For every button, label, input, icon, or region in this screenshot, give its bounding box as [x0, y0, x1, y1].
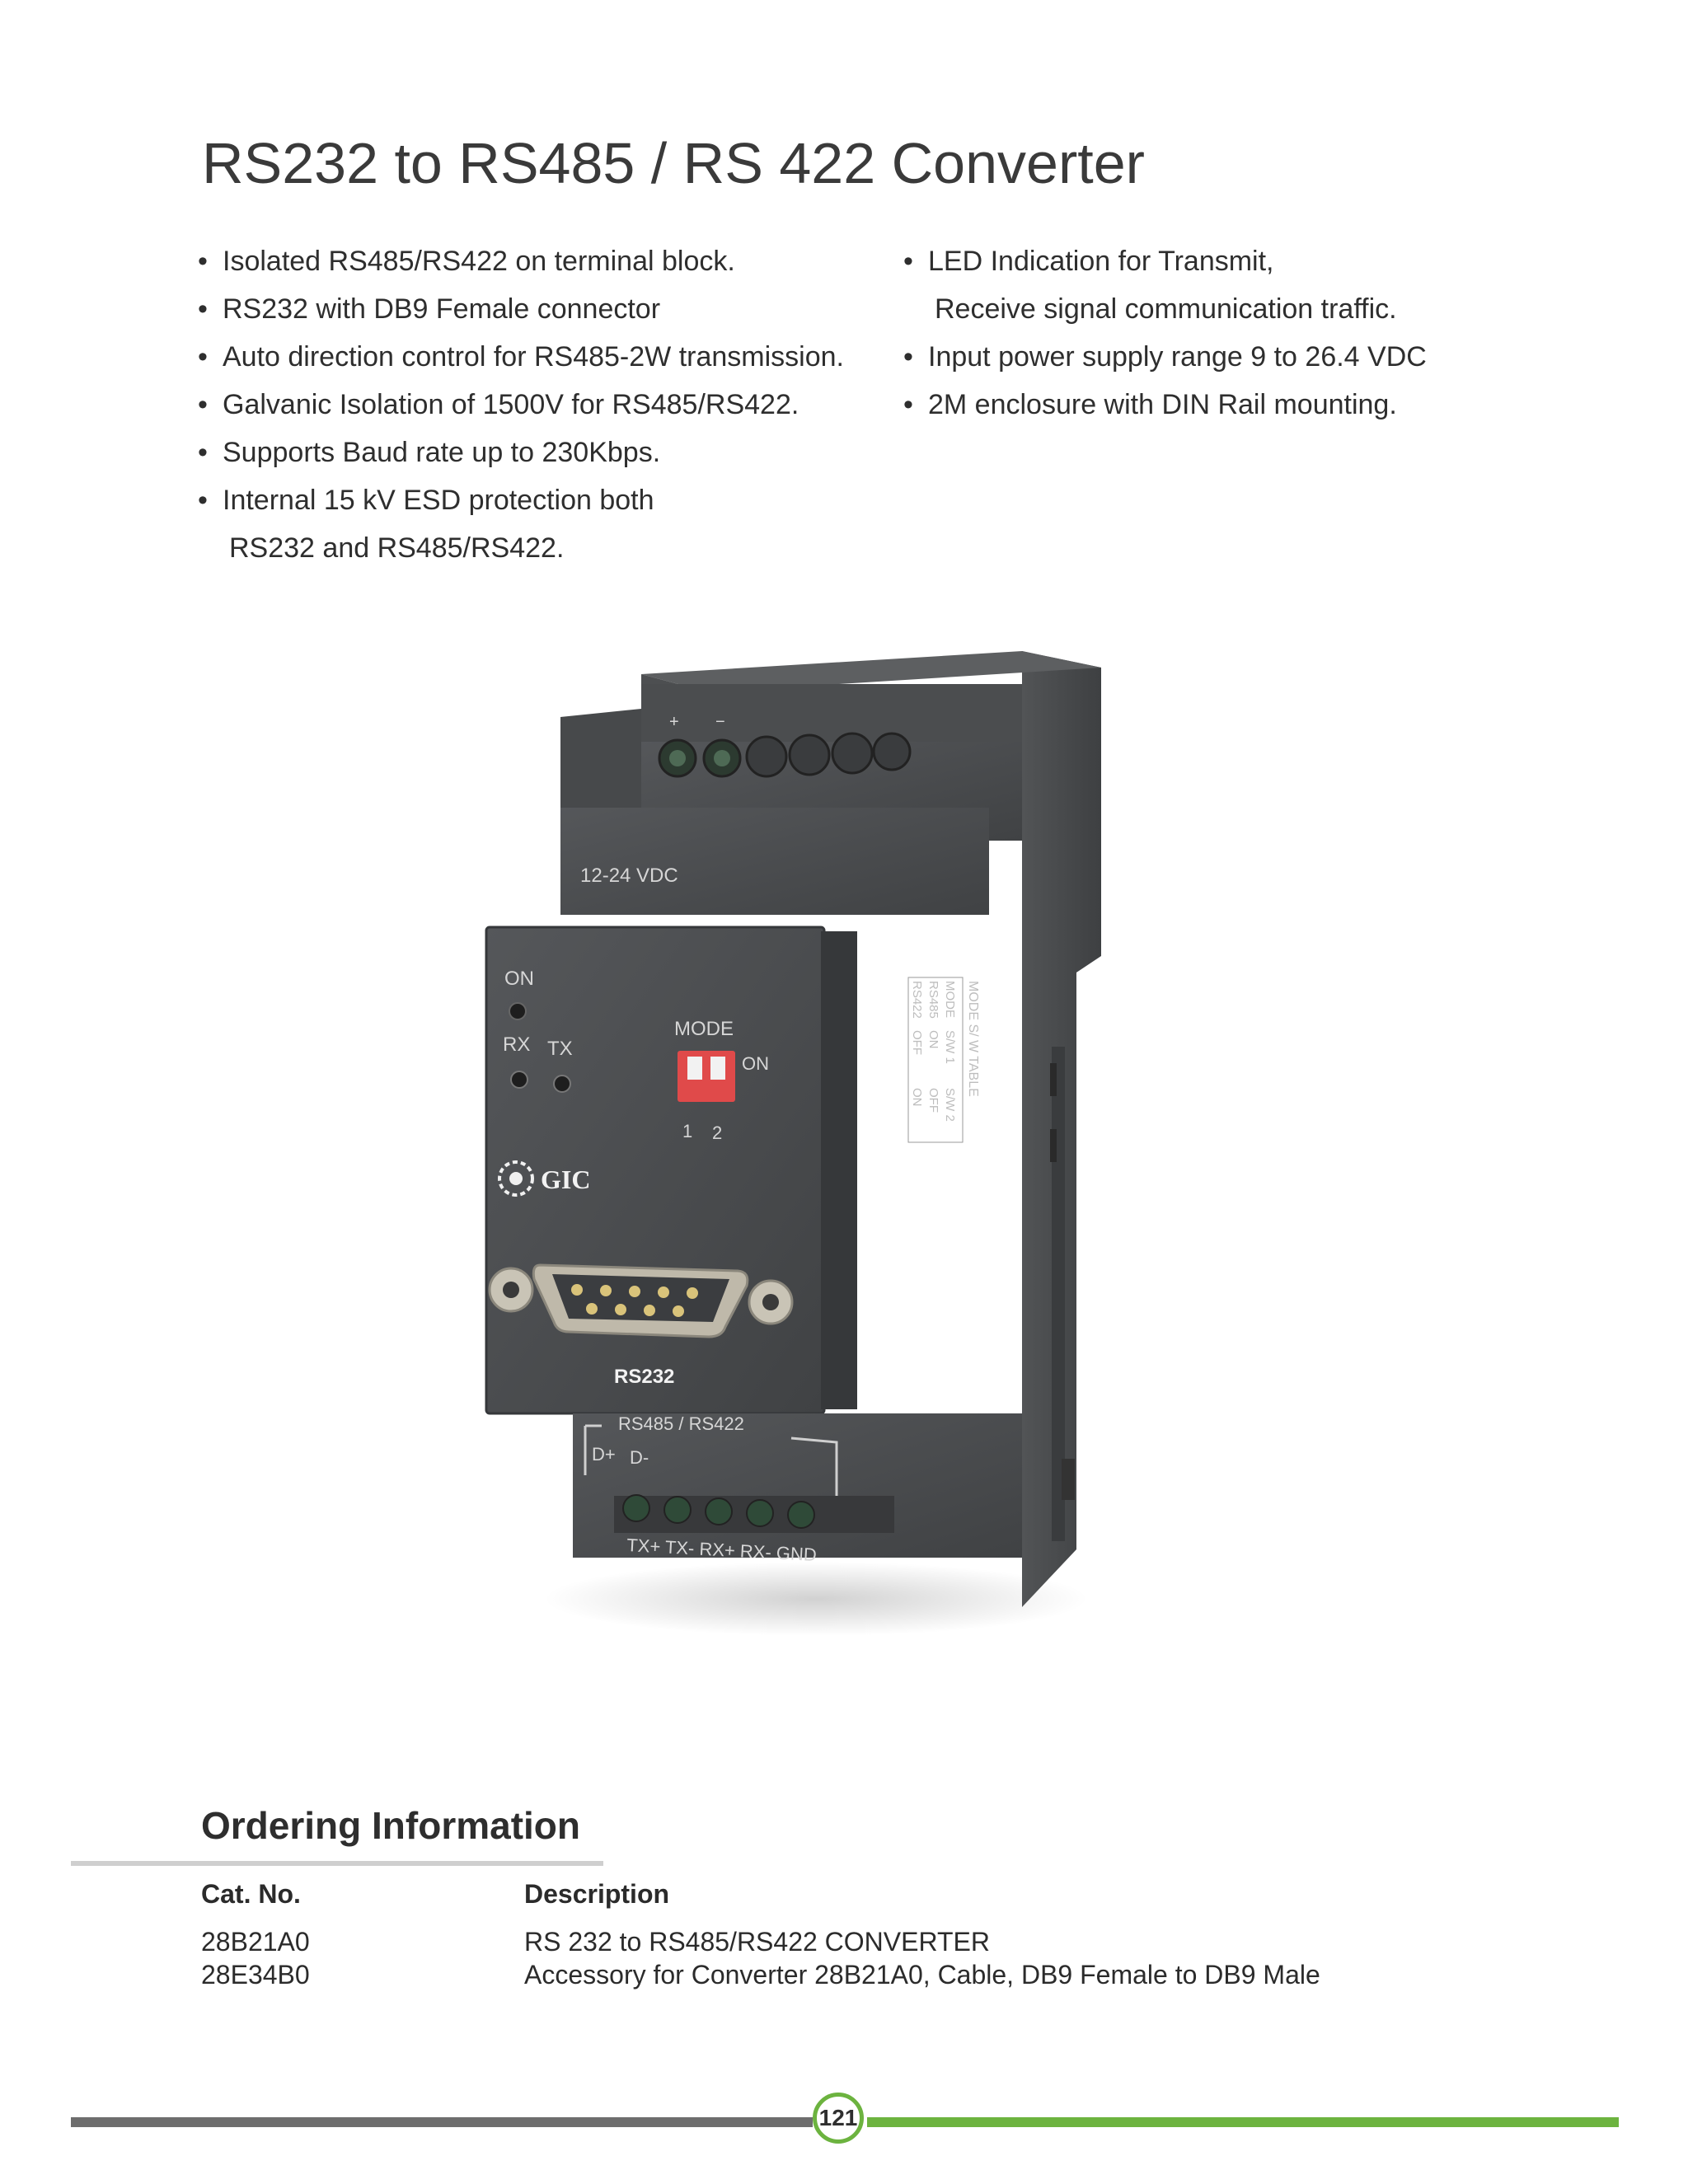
feature-list-right: [903, 237, 1563, 429]
feature-text: Internal 15 kV ESD protection both: [223, 485, 654, 516]
d-minus-label: D-: [630, 1447, 649, 1468]
feature-item: [903, 333, 1563, 381]
description-cell: Accessory for Converter 28B21A0, Cable, DB9 Female to DB9 Male: [524, 1960, 1320, 1990]
led-rx: [511, 1071, 528, 1088]
svg-text:MODE: MODE: [943, 981, 957, 1018]
power-plus-label: +: [669, 713, 679, 731]
dip-switch-1: [687, 1057, 702, 1080]
feature-text: Isolated RS485/RS422 on terminal block.: [223, 246, 735, 277]
feature-item: [198, 333, 874, 381]
bus-label: RS485 / RS422: [618, 1413, 744, 1434]
bullet-icon: •: [198, 437, 208, 468]
header-description: Description: [524, 1879, 670, 1909]
mode-label: MODE: [674, 1018, 734, 1040]
feature-item: [903, 381, 1563, 429]
feature-text: RS232 and RS485/RS422.: [229, 532, 565, 564]
d-plus-label: D+: [592, 1444, 616, 1465]
description-cell: RS 232 to RS485/RS422 CONVERTER: [524, 1927, 990, 1957]
ordering-title: Ordering Information: [201, 1804, 580, 1847]
ordering-divider: [71, 1861, 603, 1866]
port-label: RS232: [614, 1366, 675, 1388]
cat-no-cell: 28E34B0: [201, 1960, 310, 1990]
switch-2-label: 2: [712, 1122, 723, 1143]
svg-text:ON: ON: [910, 1088, 924, 1107]
svg-text:RS485: RS485: [926, 981, 940, 1019]
page-title: RS232 to RS485 / RS 422 Converter: [202, 131, 1145, 195]
feature-list-left: [198, 237, 874, 572]
dip-switch-2: [710, 1057, 725, 1080]
svg-text:MODE S/ W TABLE: MODE S/ W TABLE: [966, 981, 980, 1097]
header-cat-no: Cat. No.: [201, 1879, 301, 1909]
power-minus-label: −: [715, 713, 725, 731]
feature-item: [198, 285, 874, 333]
mode-switch-table: [908, 977, 980, 1142]
product-shadow: [544, 1562, 1088, 1636]
bullet-icon: •: [198, 293, 208, 325]
bullet-icon: •: [903, 389, 913, 420]
bullet-icon: •: [198, 389, 208, 420]
feature-text: Supports Baud rate up to 230Kbps.: [223, 437, 661, 468]
cat-no-cell: 28B21A0: [201, 1927, 310, 1957]
feature-item: [903, 237, 1563, 333]
feature-text: Receive signal communication traffic.: [935, 293, 1397, 325]
feature-text: RS232 with DB9 Female connector: [223, 293, 661, 325]
led-tx: [554, 1076, 570, 1092]
footer-rule-green: [867, 2117, 1619, 2127]
feature-text: Auto direction control for RS485-2W transmission.: [223, 341, 844, 373]
svg-text:RS422: RS422: [910, 981, 924, 1019]
bullet-icon: •: [198, 246, 208, 277]
terminal-labels: TX+ TX- RX+ RX- GND: [626, 1535, 818, 1566]
led-on-label: ON: [504, 968, 534, 990]
page-number: 121: [813, 2093, 864, 2144]
feature-text: Galvanic Isolation of 1500V for RS485/RS422.: [223, 389, 799, 420]
feature-item: [198, 381, 874, 429]
led-tx-label: TX: [547, 1038, 573, 1060]
bullet-icon: •: [903, 246, 913, 277]
feature-item: [198, 429, 874, 476]
led-on: [509, 1003, 526, 1019]
feature-text: Input power supply range 9 to 26.4 VDC: [928, 341, 1427, 373]
voltage-label: 12-24 VDC: [580, 865, 678, 887]
svg-text:S/W 1: S/W 1: [943, 1030, 957, 1064]
device-side: [1022, 651, 1101, 1607]
feature-text: 2M enclosure with DIN Rail mounting.: [928, 389, 1397, 420]
switch-1-label: 1: [682, 1121, 693, 1141]
bullet-icon: •: [198, 341, 208, 373]
bullet-icon: •: [198, 485, 208, 516]
led-rx-label: RX: [503, 1033, 531, 1056]
feature-item: [198, 476, 874, 572]
brand-label: GIC: [541, 1165, 591, 1194]
svg-text:OFF: OFF: [926, 1088, 940, 1113]
product-image: [462, 635, 1121, 1657]
svg-text:OFF: OFF: [910, 1030, 924, 1055]
mode-on-label: ON: [742, 1053, 769, 1074]
svg-text:S/W 2: S/W 2: [943, 1088, 957, 1122]
footer-rule-grey: [71, 2117, 813, 2127]
feature-item: [198, 237, 874, 285]
mode-dip-switch: [678, 1051, 735, 1102]
bullet-icon: •: [903, 341, 913, 373]
feature-text: LED Indication for Transmit,: [928, 246, 1274, 277]
svg-text:ON: ON: [926, 1030, 940, 1049]
